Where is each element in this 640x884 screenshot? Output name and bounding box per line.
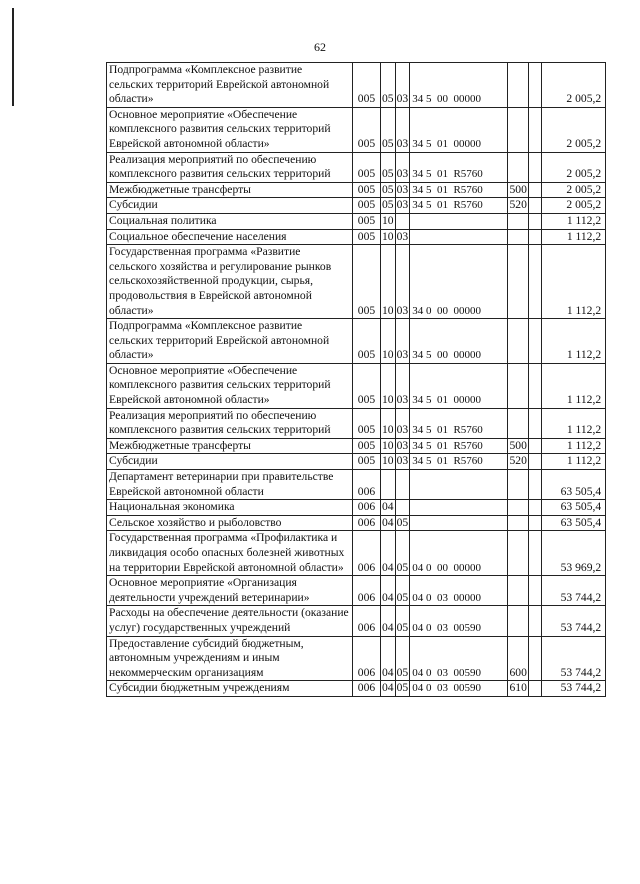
cell-section-code: 10 [381, 245, 396, 319]
cell-target-code [410, 213, 508, 229]
cell-section-code: 04 [381, 500, 396, 516]
cell-subsection-code: 03 [395, 107, 410, 152]
cell-expense-type [508, 229, 529, 245]
cell-target-code [410, 500, 508, 516]
row-name: Субсидии бюджетным учреждениям [107, 681, 353, 697]
left-margin-rule [12, 8, 14, 106]
cell-subsection-code: 05 [395, 606, 410, 636]
table-row [107, 454, 606, 470]
cell-subsection-code: 05 [395, 636, 410, 681]
cell-subsection-code: 03 [395, 245, 410, 319]
cell-subsection-code: 05 [395, 515, 410, 531]
cell-section-code [381, 470, 396, 500]
cell-blank [529, 319, 542, 364]
cell-amount: 1 112,2 [542, 438, 606, 454]
cell-subsection-code: 03 [395, 319, 410, 364]
table-row [107, 363, 606, 408]
cell-section-code: 05 [381, 107, 396, 152]
cell-target-code [410, 515, 508, 531]
cell-amount: 53 744,2 [542, 636, 606, 681]
cell-amount: 1 112,2 [542, 454, 606, 470]
row-name: Сельское хозяйство и рыболовство [107, 515, 353, 531]
cell-amount: 1 112,2 [542, 213, 606, 229]
row-name: Государственная программа «Развитие сельского хозяйства и регулирование рынков сельскохозяйственной продукции, сырья, продовольствия в Еврейской автономной области» [107, 245, 353, 319]
cell-target-code: 04 0 03 00590 [410, 681, 508, 697]
cell-admin-code: 005 [353, 182, 381, 198]
row-name: Департамент ветеринарии при правительстве Еврейской автономной области [107, 470, 353, 500]
cell-amount: 1 112,2 [542, 319, 606, 364]
cell-section-code: 05 [381, 198, 396, 214]
row-name: Основное мероприятие «Организация деятельности учреждений ветеринарии» [107, 576, 353, 606]
cell-subsection-code: 05 [395, 531, 410, 576]
cell-expense-type [508, 470, 529, 500]
cell-admin-code: 005 [353, 229, 381, 245]
row-name: Реализация мероприятий по обеспечению комплексного развития сельских территорий [107, 152, 353, 182]
cell-blank [529, 576, 542, 606]
table-row [107, 636, 606, 681]
cell-amount: 63 505,4 [542, 470, 606, 500]
cell-target-code: 04 0 03 00590 [410, 636, 508, 681]
cell-admin-code: 005 [353, 213, 381, 229]
cell-amount: 1 112,2 [542, 408, 606, 438]
cell-section-code: 05 [381, 182, 396, 198]
table-row [107, 681, 606, 697]
cell-section-code: 05 [381, 152, 396, 182]
cell-blank [529, 408, 542, 438]
cell-admin-code: 005 [353, 363, 381, 408]
cell-subsection-code: 03 [395, 454, 410, 470]
cell-amount: 2 005,2 [542, 107, 606, 152]
cell-target-code: 34 5 00 00000 [410, 63, 508, 108]
cell-blank [529, 606, 542, 636]
table-row [107, 245, 606, 319]
budget-table [106, 62, 606, 697]
cell-admin-code: 005 [353, 438, 381, 454]
cell-blank [529, 515, 542, 531]
cell-subsection-code [395, 470, 410, 500]
row-name: Реализация мероприятий по обеспечению комплексного развития сельских территорий [107, 408, 353, 438]
cell-expense-type [508, 408, 529, 438]
cell-blank [529, 531, 542, 576]
cell-admin-code: 005 [353, 152, 381, 182]
cell-subsection-code: 03 [395, 408, 410, 438]
row-name: Национальная экономика [107, 500, 353, 516]
table-row [107, 438, 606, 454]
cell-amount: 2 005,2 [542, 182, 606, 198]
cell-subsection-code: 05 [395, 681, 410, 697]
row-name: Социальная политика [107, 213, 353, 229]
cell-target-code: 34 5 01 R5760 [410, 198, 508, 214]
table-row [107, 198, 606, 214]
cell-target-code: 04 0 03 00590 [410, 606, 508, 636]
table-row [107, 152, 606, 182]
cell-section-code: 10 [381, 213, 396, 229]
cell-expense-type [508, 606, 529, 636]
row-name: Основное мероприятие «Обеспечение комплексного развития сельских территорий Еврейской автономной области» [107, 363, 353, 408]
cell-target-code: 04 0 03 00000 [410, 576, 508, 606]
cell-section-code: 10 [381, 438, 396, 454]
row-name: Субсидии [107, 198, 353, 214]
cell-section-code: 04 [381, 606, 396, 636]
cell-expense-type [508, 245, 529, 319]
cell-subsection-code: 03 [395, 152, 410, 182]
table-row [107, 182, 606, 198]
row-name: Основное мероприятие «Обеспечение комплексного развития сельских территорий Еврейской автономной области» [107, 107, 353, 152]
cell-expense-type [508, 319, 529, 364]
cell-subsection-code: 03 [395, 363, 410, 408]
cell-section-code: 10 [381, 319, 396, 364]
row-name: Расходы на обеспечение деятельности (оказание услуг) государственных учреждений [107, 606, 353, 636]
cell-admin-code: 006 [353, 681, 381, 697]
cell-admin-code: 005 [353, 63, 381, 108]
cell-blank [529, 63, 542, 108]
table-row [107, 213, 606, 229]
table-row [107, 408, 606, 438]
cell-amount: 53 744,2 [542, 576, 606, 606]
cell-amount: 2 005,2 [542, 198, 606, 214]
cell-subsection-code [395, 500, 410, 516]
row-name: Государственная программа «Профилактика и ликвидация особо опасных болезней животных на территории Еврейской автономной области» [107, 531, 353, 576]
cell-admin-code: 005 [353, 454, 381, 470]
cell-admin-code: 005 [353, 107, 381, 152]
cell-admin-code: 006 [353, 636, 381, 681]
cell-expense-type: 500 [508, 438, 529, 454]
table-row [107, 63, 606, 108]
cell-amount: 2 005,2 [542, 63, 606, 108]
table-row [107, 606, 606, 636]
cell-amount: 1 112,2 [542, 363, 606, 408]
row-name: Субсидии [107, 454, 353, 470]
row-name: Подпрограмма «Комплексное развитие сельских территорий Еврейской автономной области» [107, 319, 353, 364]
cell-section-code: 10 [381, 454, 396, 470]
cell-blank [529, 182, 542, 198]
cell-section-code: 04 [381, 531, 396, 576]
cell-blank [529, 681, 542, 697]
cell-target-code: 34 5 01 R5760 [410, 182, 508, 198]
cell-blank [529, 636, 542, 681]
cell-amount: 1 112,2 [542, 229, 606, 245]
cell-target-code: 34 5 01 R5760 [410, 152, 508, 182]
cell-target-code: 04 0 00 00000 [410, 531, 508, 576]
row-name: Предоставление субсидий бюджетным, автономным учреждениям и иным некоммерческим организациям [107, 636, 353, 681]
cell-subsection-code: 03 [395, 198, 410, 214]
cell-admin-code: 006 [353, 470, 381, 500]
cell-blank [529, 438, 542, 454]
cell-admin-code: 005 [353, 198, 381, 214]
cell-subsection-code: 03 [395, 229, 410, 245]
cell-amount: 1 112,2 [542, 245, 606, 319]
cell-target-code: 34 5 01 R5760 [410, 438, 508, 454]
cell-expense-type: 520 [508, 198, 529, 214]
cell-amount: 53 744,2 [542, 606, 606, 636]
cell-target-code [410, 470, 508, 500]
cell-expense-type [508, 152, 529, 182]
table-row [107, 576, 606, 606]
cell-section-code: 10 [381, 229, 396, 245]
table-row [107, 319, 606, 364]
cell-subsection-code: 03 [395, 438, 410, 454]
row-name: Межбюджетные трансферты [107, 182, 353, 198]
cell-section-code: 04 [381, 576, 396, 606]
cell-blank [529, 107, 542, 152]
cell-target-code: 34 0 00 00000 [410, 245, 508, 319]
cell-expense-type [508, 576, 529, 606]
cell-section-code: 10 [381, 408, 396, 438]
cell-subsection-code: 03 [395, 182, 410, 198]
cell-expense-type [508, 500, 529, 516]
cell-amount: 63 505,4 [542, 500, 606, 516]
page-number: 62 [314, 40, 326, 54]
table-row [107, 229, 606, 245]
cell-section-code: 10 [381, 363, 396, 408]
cell-expense-type [508, 363, 529, 408]
table-row [107, 515, 606, 531]
cell-section-code: 04 [381, 515, 396, 531]
cell-expense-type: 520 [508, 454, 529, 470]
row-name: Социальное обеспечение населения [107, 229, 353, 245]
table-row [107, 500, 606, 516]
table-row [107, 531, 606, 576]
cell-admin-code: 006 [353, 500, 381, 516]
cell-admin-code: 005 [353, 319, 381, 364]
cell-subsection-code: 05 [395, 576, 410, 606]
cell-subsection-code: 03 [395, 63, 410, 108]
cell-admin-code: 006 [353, 515, 381, 531]
table-row [107, 470, 606, 500]
cell-blank [529, 152, 542, 182]
cell-section-code: 05 [381, 63, 396, 108]
cell-expense-type: 500 [508, 182, 529, 198]
row-name: Подпрограмма «Комплексное развитие сельских территорий Еврейской автономной области» [107, 63, 353, 108]
cell-expense-type [508, 531, 529, 576]
table-row [107, 107, 606, 152]
cell-section-code: 04 [381, 681, 396, 697]
cell-admin-code: 006 [353, 576, 381, 606]
cell-target-code: 34 5 01 R5760 [410, 408, 508, 438]
cell-blank [529, 245, 542, 319]
cell-expense-type: 610 [508, 681, 529, 697]
cell-blank [529, 229, 542, 245]
cell-blank [529, 470, 542, 500]
cell-target-code [410, 229, 508, 245]
cell-target-code: 34 5 00 00000 [410, 319, 508, 364]
cell-admin-code: 006 [353, 606, 381, 636]
cell-target-code: 34 5 01 00000 [410, 107, 508, 152]
cell-section-code: 04 [381, 636, 396, 681]
cell-expense-type: 600 [508, 636, 529, 681]
cell-admin-code: 005 [353, 245, 381, 319]
cell-expense-type [508, 63, 529, 108]
cell-admin-code: 005 [353, 408, 381, 438]
cell-target-code: 34 5 01 R5760 [410, 454, 508, 470]
cell-amount: 63 505,4 [542, 515, 606, 531]
cell-expense-type [508, 107, 529, 152]
cell-expense-type [508, 213, 529, 229]
cell-admin-code: 006 [353, 531, 381, 576]
cell-amount: 53 744,2 [542, 681, 606, 697]
cell-blank [529, 213, 542, 229]
cell-blank [529, 500, 542, 516]
cell-amount: 2 005,2 [542, 152, 606, 182]
cell-amount: 53 969,2 [542, 531, 606, 576]
cell-target-code: 34 5 01 00000 [410, 363, 508, 408]
cell-blank [529, 198, 542, 214]
cell-blank [529, 454, 542, 470]
cell-expense-type [508, 515, 529, 531]
cell-subsection-code [395, 213, 410, 229]
row-name: Межбюджетные трансферты [107, 438, 353, 454]
cell-blank [529, 363, 542, 408]
